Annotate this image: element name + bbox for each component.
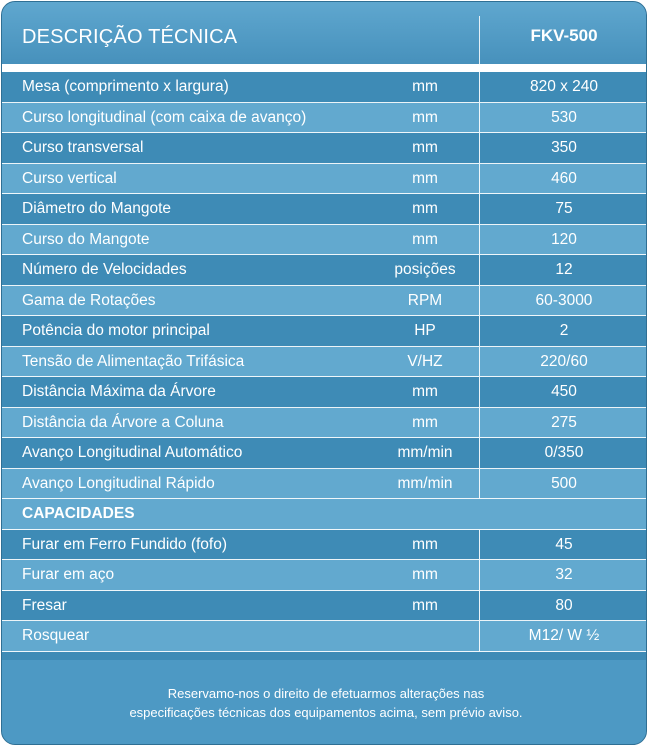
spec-label: Curso longitudinal (com caixa de avanço) <box>22 108 307 126</box>
capacities-heading: CAPACIDADES <box>22 505 135 522</box>
spec-label: Potência do motor principal <box>22 322 210 339</box>
capacity-label: Furar em aço <box>22 566 115 583</box>
table-row <box>2 621 646 652</box>
table-row <box>2 103 646 134</box>
spec-unit: RPM <box>407 291 443 309</box>
table-row <box>2 133 646 164</box>
capacity-value: 45 <box>555 535 573 553</box>
spec-label: Curso vertical <box>22 169 117 187</box>
table-row <box>2 560 646 591</box>
table-row <box>2 377 646 408</box>
table-row <box>2 225 646 256</box>
spec-unit: mm <box>412 108 438 126</box>
table-row <box>2 286 646 317</box>
spec-value: 120 <box>551 230 577 248</box>
table-row <box>2 408 646 439</box>
spec-label: Número de Velocidades <box>22 261 187 278</box>
spec-label: Tensão de Alimentação Trifásica <box>22 352 245 370</box>
capacity-label: Furar em Ferro Fundido (fofo) <box>22 535 228 553</box>
spec-value: 0/350 <box>544 444 584 461</box>
spec-value: 530 <box>551 108 577 126</box>
spec-unit: mm <box>412 200 438 217</box>
disclaimer-note <box>62 684 590 722</box>
spec-value: 12 <box>555 261 573 278</box>
spec-label: Avanço Longitudinal Automático <box>22 444 243 461</box>
table-header <box>2 2 646 64</box>
spec-value: 2 <box>559 322 569 339</box>
spec-value: 275 <box>551 413 577 431</box>
capacity-value: 80 <box>555 596 573 614</box>
table-row <box>2 255 646 286</box>
table-title: DESCRIÇÃO TÉCNICA <box>22 26 238 48</box>
capacity-unit: mm <box>412 596 438 614</box>
capacities-heading-row <box>2 499 646 530</box>
header-separator <box>2 64 646 72</box>
spec-unit: mm <box>412 78 438 95</box>
spec-value: 60-3000 <box>535 291 593 309</box>
spec-unit: HP <box>414 322 436 339</box>
spec-unit: mm <box>412 383 438 400</box>
spec-label: Gama de Rotações <box>22 291 156 309</box>
spec-value: 350 <box>551 139 577 156</box>
capacity-value: M12/ W ½ <box>528 627 600 644</box>
spec-value: 220/60 <box>540 352 588 370</box>
spec-value: 460 <box>551 169 577 187</box>
table-row <box>2 347 646 378</box>
capacity-label: Rosquear <box>22 627 90 644</box>
capacity-label: Fresar <box>22 596 67 614</box>
spec-unit: mm <box>412 169 438 187</box>
table-row <box>2 194 646 225</box>
capacity-unit: mm <box>412 535 438 553</box>
table-row <box>2 591 646 622</box>
spec-value: 75 <box>555 200 573 217</box>
spec-value: 450 <box>551 383 577 400</box>
table-row <box>2 164 646 195</box>
spec-label: Diâmetro do Mangote <box>22 200 172 217</box>
model-name: FKV-500 <box>530 26 598 45</box>
spec-table <box>2 72 646 652</box>
spec-unit: mm <box>412 139 438 156</box>
spec-unit: posições <box>394 261 456 278</box>
table-row <box>2 530 646 561</box>
spec-label: Avanço Longitudinal Rápido <box>22 474 215 492</box>
spec-unit: mm <box>412 230 438 248</box>
disclaimer-line-2: especificações técnicas dos equipamentos acima, sem prévio aviso. <box>129 705 523 720</box>
spec-value: 500 <box>551 474 577 492</box>
spec-label: Curso do Mangote <box>22 230 150 248</box>
spec-unit: V/HZ <box>407 352 443 370</box>
table-row <box>2 316 646 347</box>
table-row <box>2 469 646 500</box>
spec-label: Distância Máxima da Árvore <box>22 383 216 400</box>
table-row <box>2 438 646 469</box>
footer <box>2 660 646 745</box>
table-row <box>2 72 646 103</box>
disclaimer-line-1: Reservamo-nos o direito de efetuarmos alterações nas <box>167 686 485 701</box>
spec-unit: mm/min <box>397 474 453 492</box>
spec-unit: mm <box>412 413 438 431</box>
spec-label: Curso transversal <box>22 139 144 156</box>
spec-label: Distância da Árvore a Coluna <box>22 413 224 431</box>
capacity-unit: mm <box>412 566 438 583</box>
spec-label: Mesa (comprimento x largura) <box>22 78 229 95</box>
capacity-value: 32 <box>555 566 573 583</box>
spec-value: 820 x 240 <box>529 78 599 95</box>
spec-card <box>1 1 647 745</box>
spec-unit: mm/min <box>397 444 453 461</box>
